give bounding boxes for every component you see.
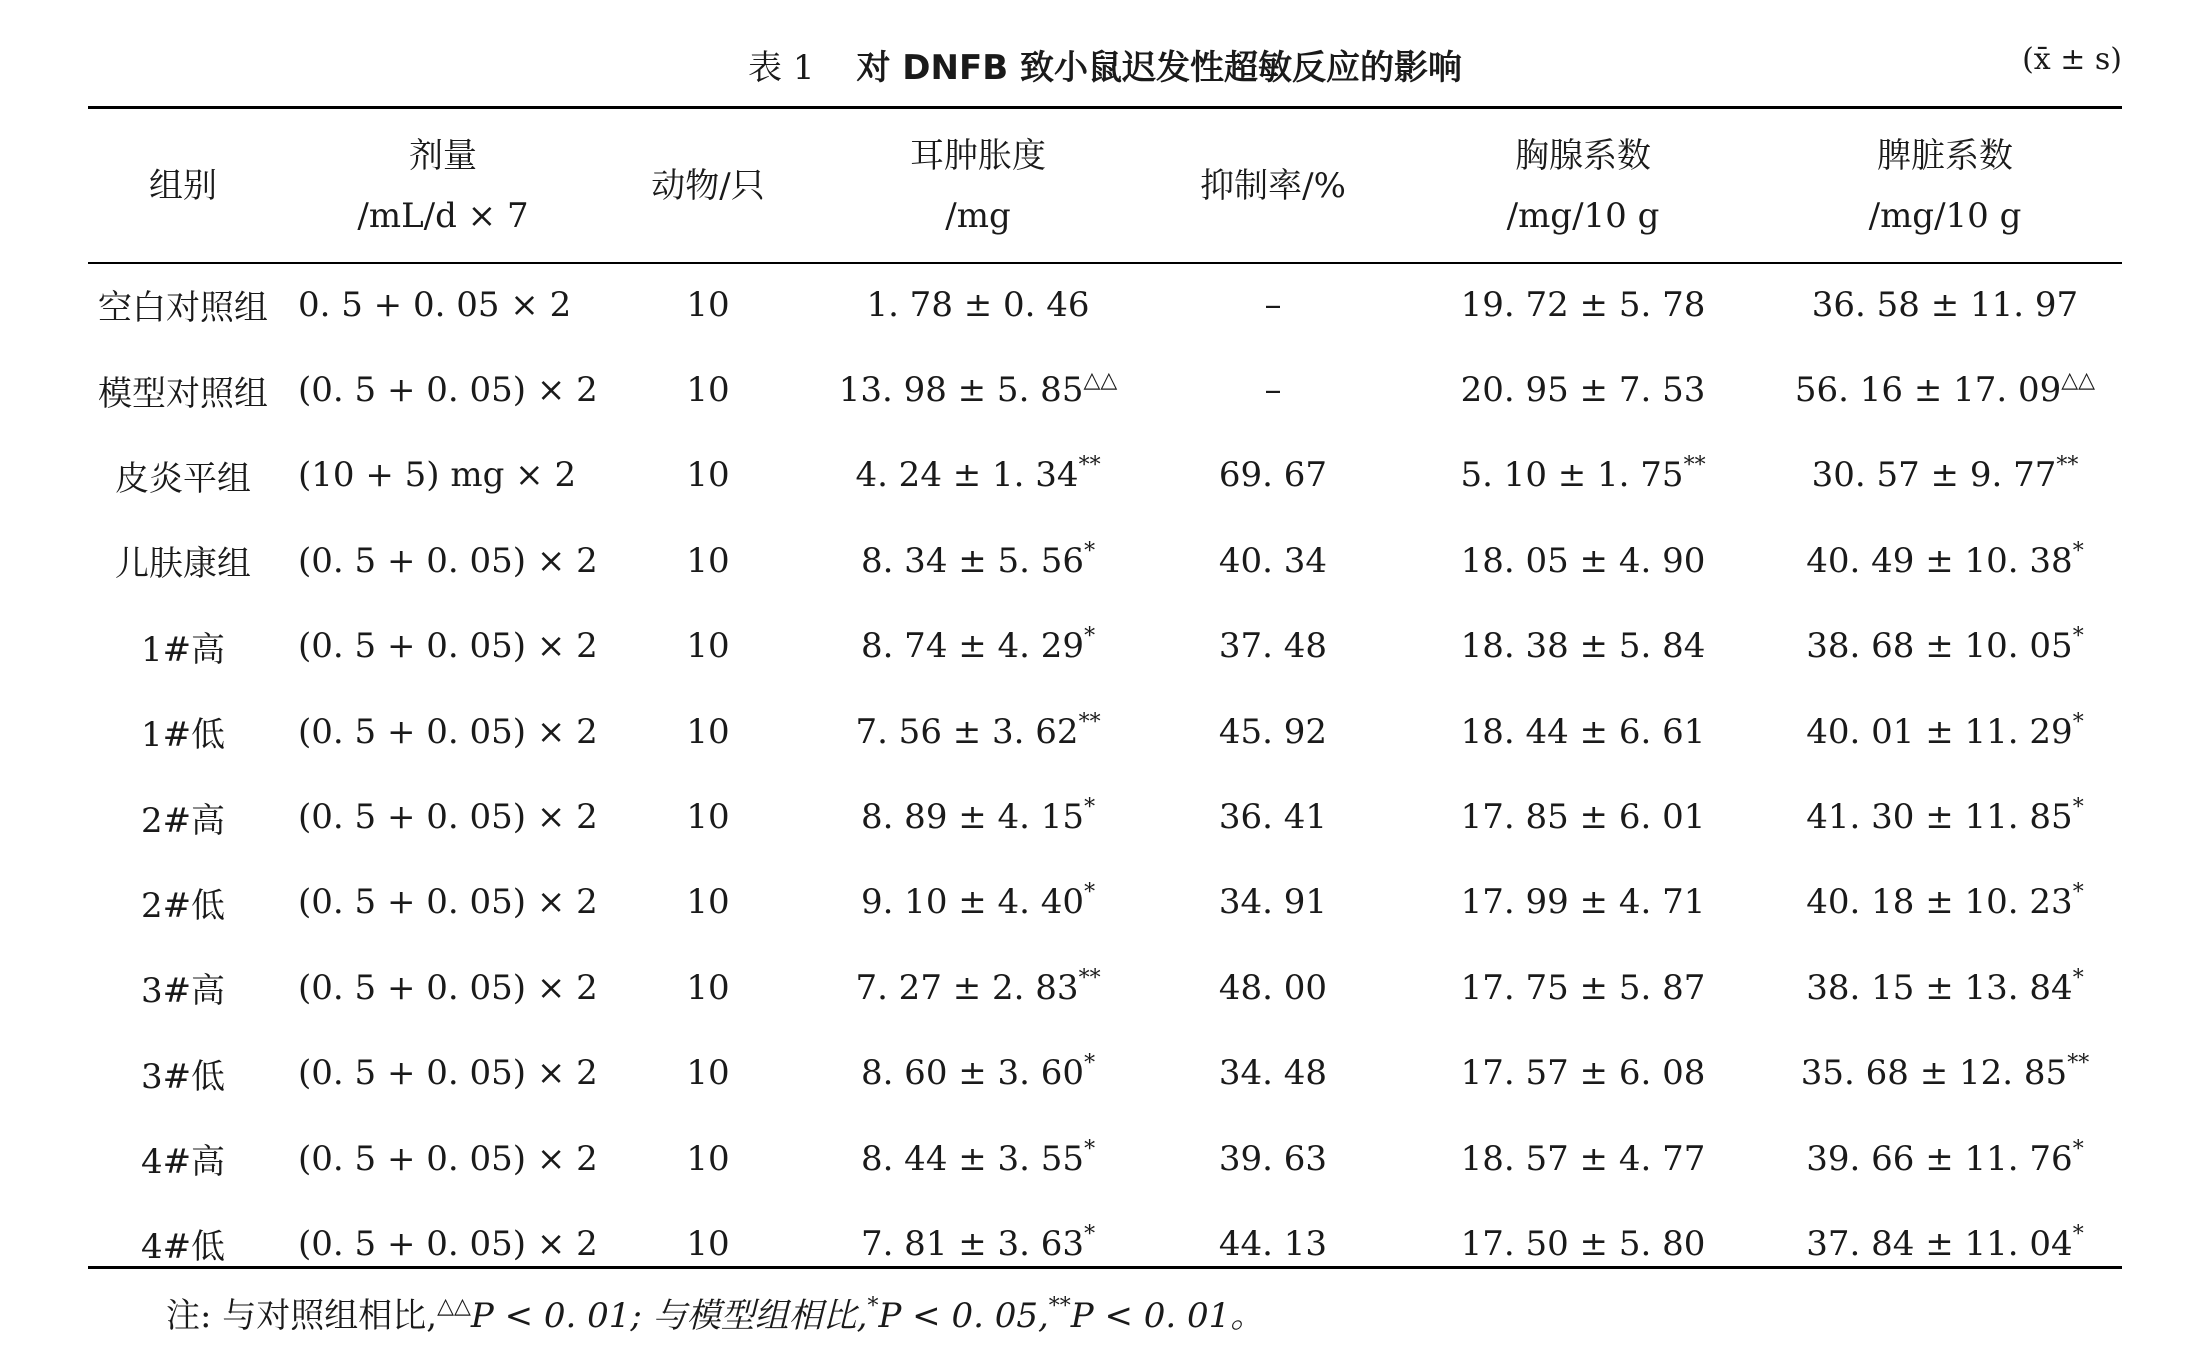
ear-swelling-cell: 1. 78 ± 0. 46 (866, 284, 1090, 325)
inhibition-cell: 36. 41 (1218, 797, 1328, 838)
results-table (88, 110, 2122, 1287)
table-row (88, 689, 2122, 774)
column-header: 动物/只 (651, 166, 765, 206)
spleen-index-cell: 40. 01 ± 11. 29* (1806, 709, 2084, 752)
spleen-index-cell: 56. 16 ± 17. 09△△ (1794, 368, 2096, 411)
column-header: 耳肿胀度 /mg (910, 136, 1046, 236)
table-row (88, 1201, 2122, 1286)
thymus-index-cell: 18. 38 ± 5. 84 (1460, 626, 1706, 667)
table-row (88, 1116, 2122, 1201)
spleen-index-cell: 39. 66 ± 11. 76* (1806, 1136, 2084, 1179)
ear-swelling-cell: 4. 24 ± 1. 34** (855, 453, 1101, 496)
column-header: 脾脏系数 /mg/10 g (1868, 136, 2022, 236)
animal-count-cell: 10 (686, 1138, 730, 1179)
dose-cell: (0. 5 + 0. 05) × 2 (298, 370, 598, 411)
column-header: 剂量 /mL/d × 7 (357, 136, 529, 236)
group-cell: 2#高 (140, 800, 226, 841)
dose-cell: (0. 5 + 0. 05) × 2 (298, 1138, 598, 1179)
dose-cell: (0. 5 + 0. 05) × 2 (298, 1223, 598, 1264)
inhibition-cell: 45. 92 (1218, 711, 1328, 752)
thymus-index-cell: 18. 57 ± 4. 77 (1460, 1138, 1706, 1179)
table-row (88, 604, 2122, 689)
dose-cell: (0. 5 + 0. 05) × 2 (298, 626, 598, 667)
spleen-index-cell: 36. 58 ± 11. 97 (1811, 284, 2079, 325)
table-title (88, 40, 2122, 89)
dose-cell: (0. 5 + 0. 05) × 2 (298, 1053, 598, 1094)
group-cell: 4#高 (140, 1142, 226, 1183)
ear-swelling-cell: 9. 10 ± 4. 40* (860, 880, 1096, 923)
inhibition-cell: 34. 91 (1218, 882, 1328, 923)
animal-count-cell: 10 (686, 540, 730, 581)
spleen-index-cell: 40. 18 ± 10. 23* (1806, 880, 2084, 923)
group-cell: 3#低 (140, 1056, 226, 1097)
dose-cell: 0. 5 + 0. 05 × 2 (298, 284, 572, 325)
animal-count-cell: 10 (686, 284, 730, 325)
thymus-index-cell: 5. 10 ± 1. 75** (1460, 453, 1706, 496)
spleen-index-cell: 35. 68 ± 12. 85** (1800, 1051, 2090, 1094)
ear-swelling-cell: 8. 44 ± 3. 55* (860, 1136, 1096, 1179)
table-row (88, 774, 2122, 859)
inhibition-cell: 44. 13 (1218, 1223, 1328, 1264)
thymus-index-cell: 20. 95 ± 7. 53 (1460, 370, 1706, 411)
column-header: 抑制率/% (1200, 166, 1346, 206)
thymus-index-cell: 17. 75 ± 5. 87 (1460, 967, 1706, 1008)
table-row (88, 262, 2122, 347)
animal-count-cell: 10 (686, 1223, 730, 1264)
dose-cell: (0. 5 + 0. 05) × 2 (298, 711, 598, 752)
ear-swelling-cell: 13. 98 ± 5. 85△△ (838, 368, 1118, 411)
statistic-label: (x̄ ± s) (2022, 42, 2122, 77)
column-header: 组别 (149, 166, 217, 206)
animal-count-cell: 10 (686, 1053, 730, 1094)
group-cell: 4#低 (140, 1227, 226, 1268)
animal-count-cell: 10 (686, 967, 730, 1008)
table-footnote: 注: 与对照组相比,△△P < 0. 01; 与模型组相比,*P < 0. 05,**P < 0. 01。 (166, 1294, 1265, 1336)
thymus-index-cell: 18. 05 ± 4. 90 (1460, 540, 1706, 581)
table-row (88, 518, 2122, 603)
group-cell: 2#低 (140, 885, 226, 926)
animal-count-cell: 10 (686, 455, 730, 496)
thymus-index-cell: 18. 44 ± 6. 61 (1460, 711, 1706, 752)
thymus-index-cell: 19. 72 ± 5. 78 (1460, 284, 1706, 325)
table-row (88, 945, 2122, 1030)
group-cell: 3#高 (140, 971, 226, 1012)
inhibition-cell: – (1264, 284, 1282, 325)
inhibition-cell: 34. 48 (1218, 1053, 1328, 1094)
group-cell: 模型对照组 (98, 373, 268, 414)
inhibition-cell: 37. 48 (1218, 626, 1328, 667)
animal-count-cell: 10 (686, 370, 730, 411)
spleen-index-cell: 40. 49 ± 10. 38* (1806, 538, 2084, 581)
thymus-index-cell: 17. 99 ± 4. 71 (1460, 882, 1706, 923)
table-row (88, 347, 2122, 432)
ear-swelling-cell: 8. 74 ± 4. 29* (860, 624, 1096, 667)
dose-cell: (0. 5 + 0. 05) × 2 (298, 540, 598, 581)
inhibition-cell: 69. 67 (1218, 455, 1328, 496)
group-cell: 1#高 (140, 629, 226, 670)
table-row (88, 1031, 2122, 1116)
spleen-index-cell: 38. 68 ± 10. 05* (1806, 624, 2084, 667)
thymus-index-cell: 17. 50 ± 5. 80 (1460, 1223, 1706, 1264)
group-cell: 儿肤康组 (115, 544, 251, 585)
spleen-index-cell: 41. 30 ± 11. 85* (1806, 795, 2084, 838)
ear-swelling-cell: 7. 81 ± 3. 63* (860, 1221, 1096, 1264)
thymus-index-cell: 17. 85 ± 6. 01 (1460, 797, 1706, 838)
dose-cell: (0. 5 + 0. 05) × 2 (298, 967, 598, 1008)
ear-swelling-cell: 8. 34 ± 5. 56* (860, 538, 1096, 581)
group-cell: 皮炎平组 (115, 458, 251, 499)
group-cell: 1#低 (140, 715, 226, 756)
animal-count-cell: 10 (686, 626, 730, 667)
thymus-index-cell: 17. 57 ± 6. 08 (1460, 1053, 1706, 1094)
dose-cell: (10 + 5) mg × 2 (298, 455, 577, 496)
inhibition-cell: – (1264, 370, 1282, 411)
animal-count-cell: 10 (686, 797, 730, 838)
inhibition-cell: 39. 63 (1218, 1138, 1328, 1179)
ear-swelling-cell: 8. 89 ± 4. 15* (860, 795, 1096, 838)
spleen-index-cell: 30. 57 ± 9. 77** (1811, 453, 2079, 496)
dose-cell: (0. 5 + 0. 05) × 2 (298, 797, 598, 838)
animal-count-cell: 10 (686, 882, 730, 923)
ear-swelling-cell: 8. 60 ± 3. 60* (860, 1051, 1096, 1094)
ear-swelling-cell: 7. 27 ± 2. 83** (855, 965, 1101, 1008)
dose-cell: (0. 5 + 0. 05) × 2 (298, 882, 598, 923)
table-caption (88, 40, 2122, 100)
spleen-index-cell: 38. 15 ± 13. 84* (1806, 965, 2084, 1008)
table-title-text: 对 DNFB 致小鼠迟发性超敏反应的影响 (856, 48, 1462, 88)
table-row (88, 860, 2122, 945)
inhibition-cell: 40. 34 (1218, 540, 1328, 581)
spleen-index-cell: 37. 84 ± 11. 04* (1806, 1221, 2084, 1264)
column-header: 胸腺系数 /mg/10 g (1506, 136, 1660, 236)
group-cell: 空白对照组 (98, 288, 268, 329)
table-number: 表 1 (748, 48, 815, 88)
ear-swelling-cell: 7. 56 ± 3. 62** (855, 709, 1101, 752)
top-rule (88, 106, 2122, 109)
animal-count-cell: 10 (686, 711, 730, 752)
header-row (88, 110, 2122, 262)
table-row (88, 433, 2122, 518)
inhibition-cell: 48. 00 (1218, 967, 1328, 1008)
